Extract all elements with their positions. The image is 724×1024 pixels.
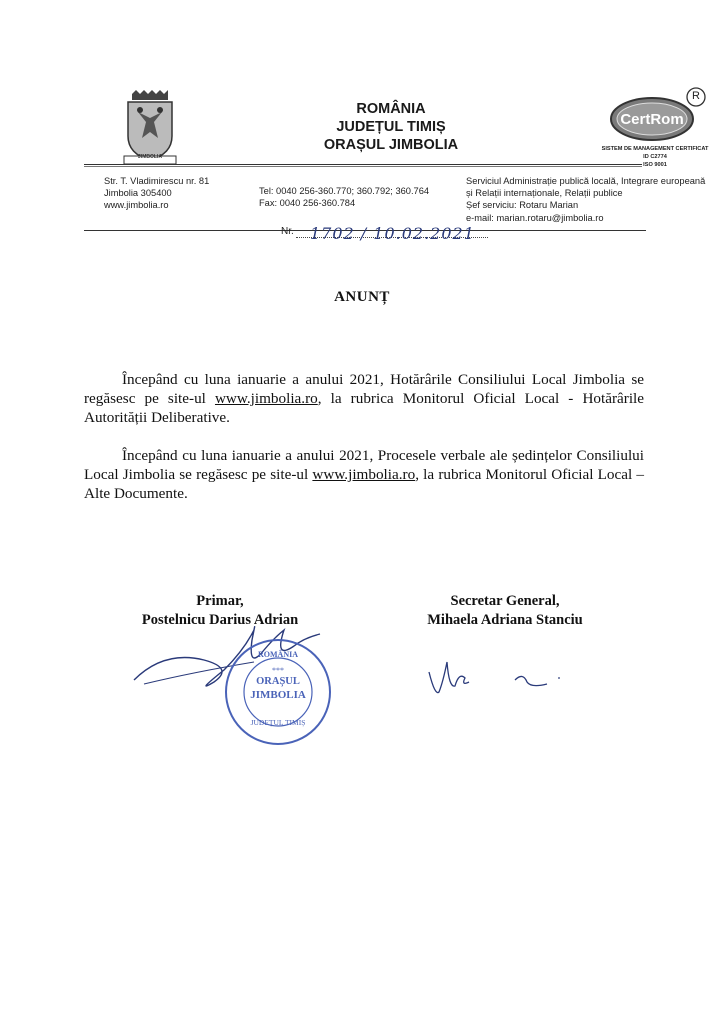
phone-numbers: Tel: 0040 256-360.770; 360.792; 360.764	[259, 186, 430, 196]
address-website: www.jimbolia.ro	[104, 200, 169, 211]
service-block	[466, 175, 705, 224]
stamp-center-town-name: JIMBOLIA	[250, 689, 306, 701]
paragraph-1	[84, 370, 644, 427]
crest-label: JIMBOLIA	[138, 154, 162, 160]
secretary-title: Secretar General,	[450, 593, 560, 609]
stamp-top-text: ROMÂNIA	[258, 650, 298, 659]
secretary-name: Mihaela Adriana Stanciu	[427, 612, 583, 628]
service-name-2: și Relații internaționale, Relații publice	[466, 188, 623, 199]
paragraph-2-link[interactable]: www.jimbolia.ro	[312, 466, 416, 483]
paragraph-2	[84, 446, 644, 503]
letterhead-title	[300, 100, 482, 154]
service-name-1: Serviciul Administrație publică locală, Integrare europeană	[466, 176, 706, 186]
secretary-handwritten-signature	[425, 652, 565, 702]
stamp-stars: ***	[272, 666, 284, 675]
certrom-brand: CertRom	[620, 111, 684, 128]
paragraph-2-text-b: , la rubrica Monitorul Oficial Local – Alte Documente.	[84, 466, 644, 502]
county-name: JUDEȚUL TIMIȘ	[336, 119, 446, 135]
service-email: e-mail: marian.rotaru@jimbolia.ro	[466, 212, 604, 223]
paragraph-1-text-b: , la rubrica Monitorul Oficial Local - Hotărârile Autorității Deliberative.	[84, 390, 645, 426]
registration-number-handwritten: 1702 / 10.02.2021	[310, 224, 475, 243]
phone-block	[259, 185, 429, 209]
cert-line-3: ISO 9001	[643, 162, 667, 168]
mayor-name: Postelnicu Darius Adrian	[141, 612, 299, 628]
mayor-title: Primar,	[196, 593, 244, 609]
cert-line-1: SISTEM DE MANAGEMENT CERTIFICAT	[601, 146, 709, 152]
registration-label: Nr.	[281, 226, 294, 237]
address-city: Jimbolia 305400	[104, 188, 172, 199]
paragraph-1-link[interactable]: www.jimbolia.ro	[214, 390, 318, 407]
secretary-signature-block	[400, 592, 610, 630]
registered-mark: R	[692, 90, 700, 102]
service-chief: Șef serviciu: Rotaru Marian	[466, 200, 579, 211]
country-name: ROMÂNIA	[356, 101, 426, 117]
fax-number: Fax: 0040 256-360.784	[259, 198, 356, 209]
stamp-bottom-text: JUDEȚUL TIMIȘ	[250, 718, 306, 727]
paragraph-1-text-a: Începând cu luna ianuarie a anului 2021, Hotărârile Consiliului Local Jimbolia se regăsesc pe site-ul	[84, 371, 644, 407]
address-street: Str. T. Vladimirescu nr. 81	[104, 176, 210, 186]
stamp-center-town-label: ORAȘUL	[256, 676, 300, 687]
cert-line-2: ID C2774	[643, 154, 667, 160]
postal-address	[104, 175, 209, 212]
town-name: ORAȘUL JIMBOLIA	[323, 137, 459, 153]
paragraph-2-text-a: Începând cu luna ianuarie a anului 2021, Procesele verbale ale ședințelor Consiliului Local Jimbolia se regăsesc pe site-ul	[84, 447, 644, 483]
document-title: ANUNȚ	[334, 289, 390, 305]
header-divider-top-thin	[84, 166, 642, 167]
